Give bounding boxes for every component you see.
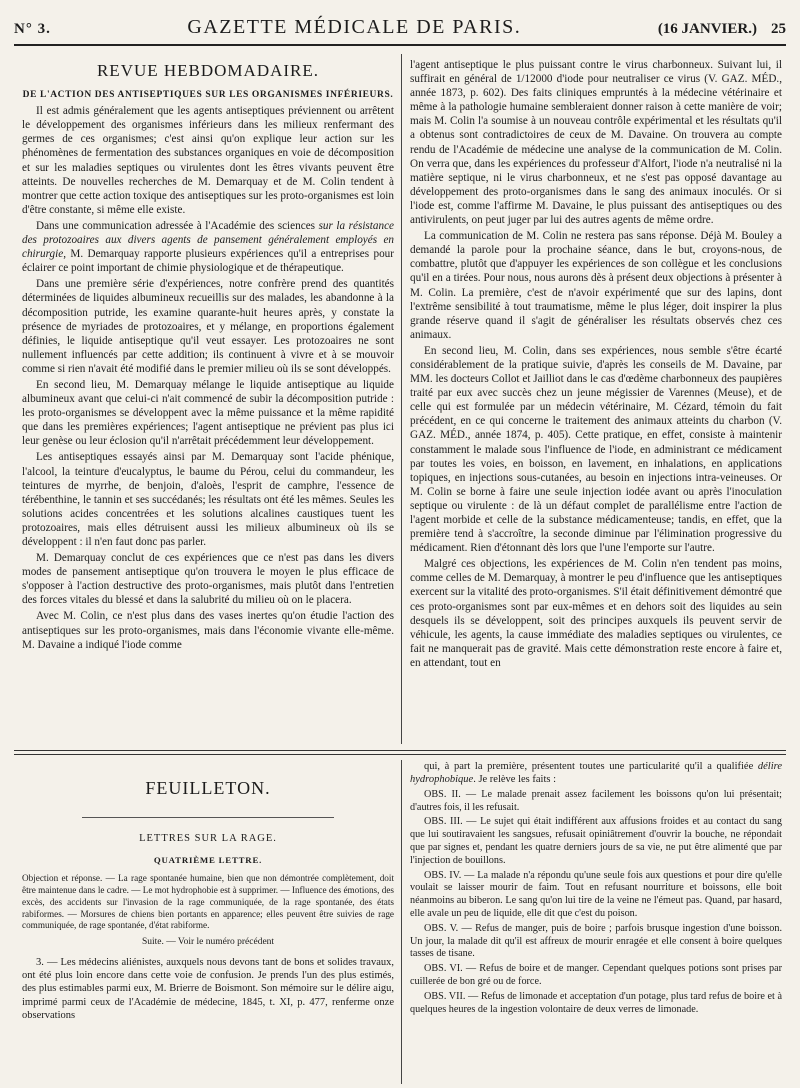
feuilleton-title: FEUILLETON. (145, 778, 271, 798)
letter-summary: Objection et réponse. — La rage spontanée humaine, bien que non démontrée complètement, doit être maintenue dans le cadre. — Le mot hydrophobie est à supprimer. — Influence des émotions, des excès, des accidents sur l'invasion de la rage communiquée, de la rage spontanée, des états rabiformes. — Morsures de chiens bien portants en apparence; elles peuvent être suivies de rage communiquée, de rage spontanée, d'état rabiforme. (22, 873, 394, 931)
feuilleton-right-column (410, 760, 782, 1084)
section-divider (14, 750, 786, 755)
observation-7: OBS. VII. — Refus de limonade et acceptation d'un potage, plus tard refus de boire et à quelques heures de la ingestion volontaire de deux verres de limonade. (410, 990, 782, 1015)
observation-4: OBS. IV. — La malade n'a répondu qu'une seule fois aux questions et pour dire qu'elle voulait se laisser mourir de faim. Tout en refusant nourriture et boissons, elle boit néanmoins au biberon. Le sang qu'on lui tire de la veine ne l'émeut pas. Quand, par hasard, elle avale un peu de liquide, elle dit que c'est du poison. (410, 869, 782, 919)
page-header (14, 16, 786, 46)
feuilleton-intro (410, 760, 782, 787)
suite-note: Suite. — Voir le numéro précédent (141, 937, 275, 948)
revue-right-paragraph-4: Malgré ces objections, les expériences de M. Colin n'en tendent pas moins, comme celles de M. Demarquay, à montrer le peu d'influence que les antiseptiques exercent sur la vitalité des proto-organismes. S'il était définitivement démontré que ces proto-organismes sont par eux-mêmes et en dehors soit des liquides au sein desquels ils se développent, soit des principes auxquels ils peuvent servir de véhicule, les agents, la cause immédiate des maladies septiques ou virulentes, ce fait ne manquerait pas de gravité. Mais cette démonstration reste encore à faire et, en attendant, tout en (410, 558, 782, 669)
observation-2: OBS. II. — Le malade prenait assez facilement les boissons qu'on lui présentait; d'autres fois, il les refusait. (410, 788, 782, 813)
observation-3: OBS. III. — Le sujet qui était indifférent aux affusions froides et au contact du sang que lui soutiravaient les sangsues, refusait opiniâtrement d'ouvrir la bouche, ne répondait que par signes et, pendant les quatre derniers jours de sa vie, ne put être alimenté que par l'injection de bouillons. (410, 816, 782, 866)
revue-paragraph-4: En second lieu, M. Demarquay mélange le liquide antiseptique au liquide albumineux avant que celui-ci n'ait commencé de subir la décomposition putride : les proto-organismes se développent avec la même puissance et la même rapidité que dans les premières expériences; l'agent antiseptique ne prévient pas plus ici leur genèse ou leur éclosion qu'il n'arrêtait précédemment leur développement. (22, 378, 394, 448)
issue-date: (16 JANVIER.) (657, 21, 757, 37)
observation-6: OBS. VI. — Refus de boire et de manger. Cependant quelques potions sont prises par cuillerée de bon gré ou de force. (410, 963, 782, 987)
revue-paragraph-2 (22, 219, 394, 275)
page-number: 25 (770, 21, 786, 37)
revue-right-column (410, 58, 782, 748)
revue-paragraph-5: Les antiseptiques essayés ainsi par M. Demarquay sont l'acide phénique, l'alcool, la teinture d'eucalyptus, le baume du Pérou, celui du commandeur, les teintures de myrrhe, de benjoin, d'aloès, l'esprit de camphre, l'essence de térébenthine, le tannin et ses succédanés; les résultats ont été les mêmes. Seules les solutions acides concentrées et les solutions alcalines caustiques tuent les protozoaires, mais elles détruisent aussi les milieux albumineux où ils se développent : il n'en faut donc pas parler. (22, 451, 394, 548)
journal-title: GAZETTE MÉDICALE DE PARIS. (187, 16, 522, 38)
revue-paragraph-7: Avec M. Colin, ce n'est plus dans des vases inertes qu'on étudie l'action des antiseptiques sur les proto-organismes, mais dans l'économie vivante elle-même. M. Davaine a indiqué l'iode comme (22, 610, 394, 651)
feuilleton-intro-italic: délire hydrophobique (410, 761, 782, 786)
feuilleton-paragraph-1: 3. — Les médecins aliénistes, auxquels nous devons tant de bons et solides travaux, ont été plus loin encore dans cette voie de confusion. Je prends l'un des plus estimés, des plus estimables parmi eux, M. Brierre de Boismont. Son mémoire sur le délire aigu, imprimé parmi ceux de l'Académie de médecine, 1845, t. XI, p. 477, renferme onze observations (22, 956, 394, 1022)
revue-right-paragraph-2: La communication de M. Colin ne restera pas sans réponse. Déjà M. Bouley a demandé la parole pour la prochaine séance, dans le but, croyons-nous, de combattre, plutôt que d'appuyer les expériences de son collègue et les conclusions qu'il en a tirées. Pour nous, nous aurons dès à présent deux objections à présenter à M. Colin. La première, c'est de n'avoir expérimenté que sur des lapins, dont l'extrême sensibilité à tout traumatisme, même le plus léger, doit inspirer la plus grande réserve quand il s'agit de généraliser les résultats observés chez ces animaux. (410, 230, 782, 341)
revue-paragraph-2-start: Dans une communication adressée à l'Académie des sciences (36, 219, 319, 232)
header-right (658, 21, 786, 38)
feuilleton-left-column (22, 760, 394, 1084)
letter-number: QUATRIÈME LETTRE. (153, 854, 263, 865)
revue-right-paragraph-3: En second lieu, M. Colin, dans ses expériences, nous semble s'être écarté considérablement de la pratique suivie, d'après les conseils de M. Davaine, par MM. les docteurs Collot et Jailliot dans le cas d'œdème charbonneux des paupières traité par eux avec succès chez un jeune mégissier de Varennes (Meuse), et de celle qui est formulée par un médecin vétérinaire, M. Cézard, témoin du fait précédent, en ce qui concerne le traitement des animaux atteints du charbon (V. GAZ. MÉD., année 1874, p. 405). Cette pratique, en effet, consiste à maintenir constamment le malade sous l'influence de l'iode, en administrant ce médicament par toutes les voies, en boisson, en lavement, en inhalations, en applications topiques, en injections sous-cutanées, au besoin en injections intra-veineuses. Or M. Colin se borne à faire une seule injection iodée avant ou après l'inoculation septique ou virulente : de là un défaut complet de parallélisme entre l'action de l'agent morbide et celle de la substance médicamenteuse; tandis, en effet, que la première tend à s'accroître, la seconde diminue par l'élimination progressive du médicament. Rien d'étonnant dès lors que l'une l'emporte sur l'autre. (410, 344, 782, 555)
revue-paragraph-1: Il est admis généralement que les agents antiseptiques préviennent ou arrêtent le développement des organismes inférieurs dans les milieux renfermant des germes de ces organismes; c'est ainsi qu'on explique leur action sur les phénomènes de fermentation des substances organiques en voie de décomposition et sur les maladies septiques ou virulentes dont les êtres vivants peuvent être atteints. De nouvelles recherches de M. Demarquay et de M. Colin tendent à montrer que cette action toxique des antiseptiques sur les proto-organismes est loin d'être constante, si même elle existe. (22, 105, 394, 216)
revue-subtitle: DE L'ACTION DES ANTISEPTIQUES SUR LES ORGANISMES INFÉRIEURS. (22, 90, 394, 101)
revue-paragraph-2-italic: sur la résistance des protozoaires aux divers agents de pansement généralement employés en chirurgie (22, 219, 394, 261)
issue-number: N° 3. (14, 21, 51, 37)
revue-paragraph-2-end: , M. Demarquay rapporte plusieurs expériences qu'il a entreprises pour éclairer ce point important de chimie physiologique et de thérapeutique. (22, 248, 394, 275)
column-divider (401, 54, 402, 744)
revue-right-paragraph-1: l'agent antiseptique le plus puissant contre le virus charbonneux. Suivant lui, il suffirait en général de 1/12000 d'iode pour neutraliser ce virus (V. GAZ. MÉD., année 1873, p. 602). Des faits cliniques empruntés à la médecine vétérinaire et même à la pathologie humaine sembleraient donner raison à cette manière de voir; mais M. Colin l'a soumise à un nouveau contrôle expérimental et les résultats qu'il a obtenus sont contradictoires de ceux de M. Davaine. On trouvera au compte rendu de l'Académie de médecine une analyse de la communication de M. Colin. On verra que, dans les expériences du professeur d'Alfort, l'iode n'a neutralisé ni la matière septique, ni le virus charbonneux, et ne s'est pas opposé davantage au développement des proto-organismes dans le sang des animaux inoculés. Or si l'iode est, comme l'affirme M. Davaine, le plus puissant des antiseptiques ou des antivirulents, on peut juger par lui des autres agents de même ordre. (410, 59, 782, 227)
revue-paragraph-3: Dans une première série d'expériences, notre confrère prend des quantités déterminées de liquides albumineux recueillis sur des malades, les abandonne à la décomposition putride, les examine quarante-huit heures après, y constate la présence de myriades de protozoaires, et y mélange, en proportions également définies, le liquide antiseptique qu'il veut essayer. Les protozoaires ne sont nullement influencés par cette addition; ils continuent à vivre et à se mouvoir comme si rien n'avait été modifié dans le premier milieu où ils se sont développés. (22, 278, 394, 375)
feuilleton-intro-end: . Je relève les faits : (473, 774, 556, 786)
revue-left-column (22, 58, 394, 728)
revue-paragraph-6: M. Demarquay conclut de ces expériences que ce n'est pas dans les divers modes de pansement antiseptique qu'on trouvera le moyen le plus efficace de s'opposer à l'action destructive des proto-organismes, mais plutôt dans l'entretien des forces vitales du blessé et dans la salubrité du milieu où on le placera. (22, 552, 394, 607)
feuilleton-column-divider (401, 760, 402, 1084)
revue-title: REVUE HEBDOMADAIRE. (96, 61, 320, 80)
lettres-title: LETTRES SUR LA RAGE. (139, 833, 277, 845)
feuilleton-heading (82, 778, 334, 818)
feuilleton-intro-start: qui, à part la première, présentent toutes une particularité qu'il a qualifiée (424, 761, 758, 772)
observation-5: OBS. V. — Refus de manger, puis de boire ; parfois brusque ingestion d'une boisson. Un jour, la malade dit qu'il est affreux de mourir enragée et elle consent à boire quelques tasses de tisane. (410, 922, 782, 960)
